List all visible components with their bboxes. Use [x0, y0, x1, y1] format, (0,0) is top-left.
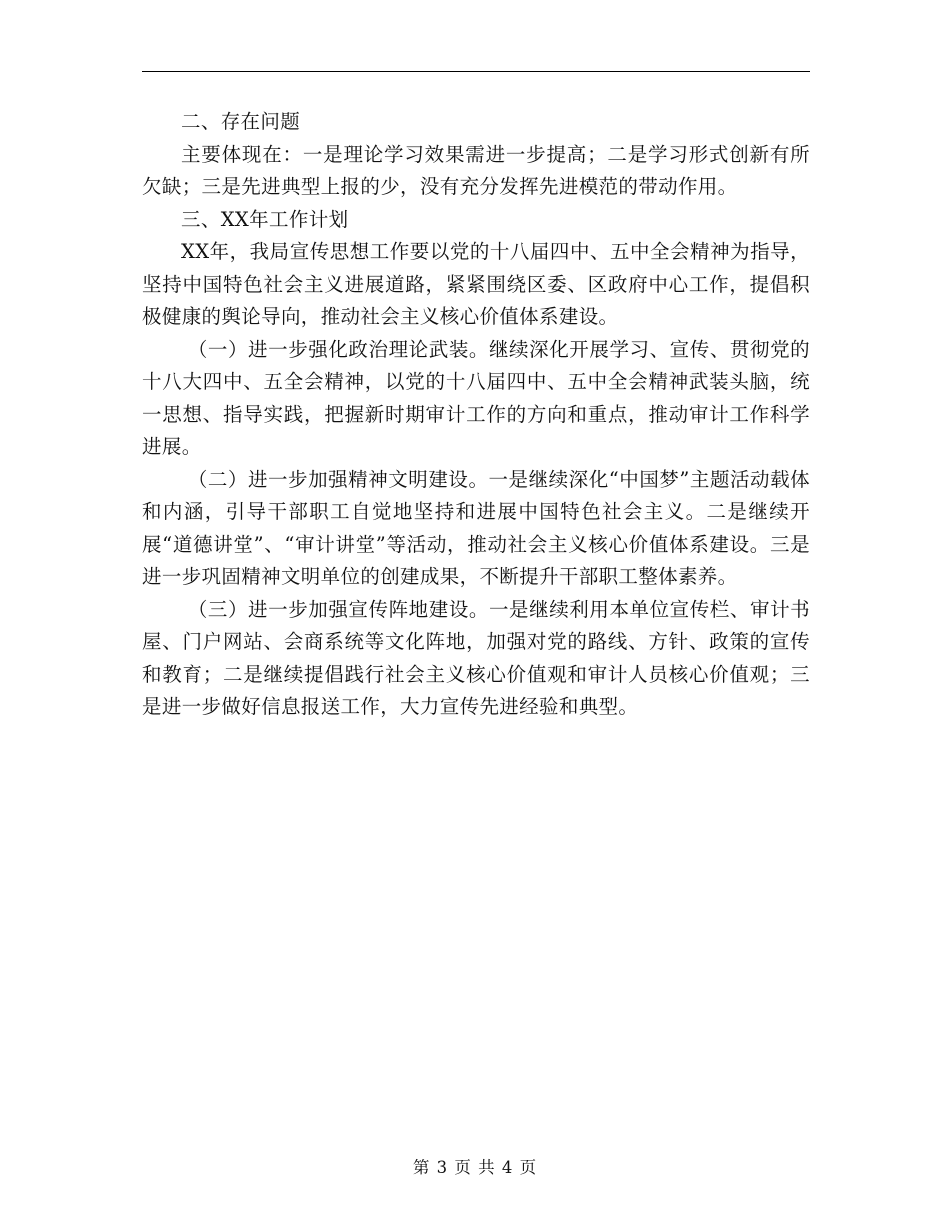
paragraph-issues: 主要体现在：一是理论学习效果需进一步提高；二是学习形式创新有所欠缺；三是先进典型上报的少，没有充分发挥先进模范的带动作用。: [142, 142, 810, 198]
paragraph-plan-item-1: （一）进一步强化政治理论武装。继续深化开展学习、宣传、贯彻党的十八大四中、五全会精神，以党的十八届四中、五中全会精神武装头脑，统一思想、指导实践，把握新时期审计工作的方向和重点，推动审计工作科学进展。: [142, 337, 810, 458]
paragraph-plan-intro: XX年，我局宣传思想工作要以党的十八届四中、五中全会精神为指导，坚持中国特色社会主义进展道路，紧紧围绕区委、区政府中心工作，提倡积极健康的舆论导向，推动社会主义核心价值体系建设。: [142, 240, 810, 328]
section-heading-issues: 二、存在问题: [181, 110, 301, 133]
paragraph-plan-item-2: （二）进一步加强精神文明建设。一是继续深化“中国梦”主题活动载体和内涵，引导干部职工自觉地坚持和进展中国特色社会主义。二是继续开展“道德讲堂”、“审计讲堂”等活动，推动社会主义核心价值体系建设。三是进一步巩固精神文明单位的创建成果，不断提升干部职工整体素养。: [142, 467, 810, 588]
section-heading-plan: 三、XX年工作计划: [181, 207, 349, 231]
paragraph-plan-item-3: （三）进一步加强宣传阵地建设。一是继续利用本单位宣传栏、审计书屋、门户网站、会商系统等文化阵地，加强对党的路线、方针、政策的宣传和教育；二是继续提倡践行社会主义核心价值观和审计人员核心价值观；三是进一步做好信息报送工作，大力宣传先进经验和典型。: [142, 597, 810, 718]
page-footer: [0, 1154, 950, 1178]
header-rule: [142, 71, 810, 72]
document-body: [142, 106, 810, 724]
page-number-label: 第 3 页 共 4 页: [412, 1158, 538, 1177]
